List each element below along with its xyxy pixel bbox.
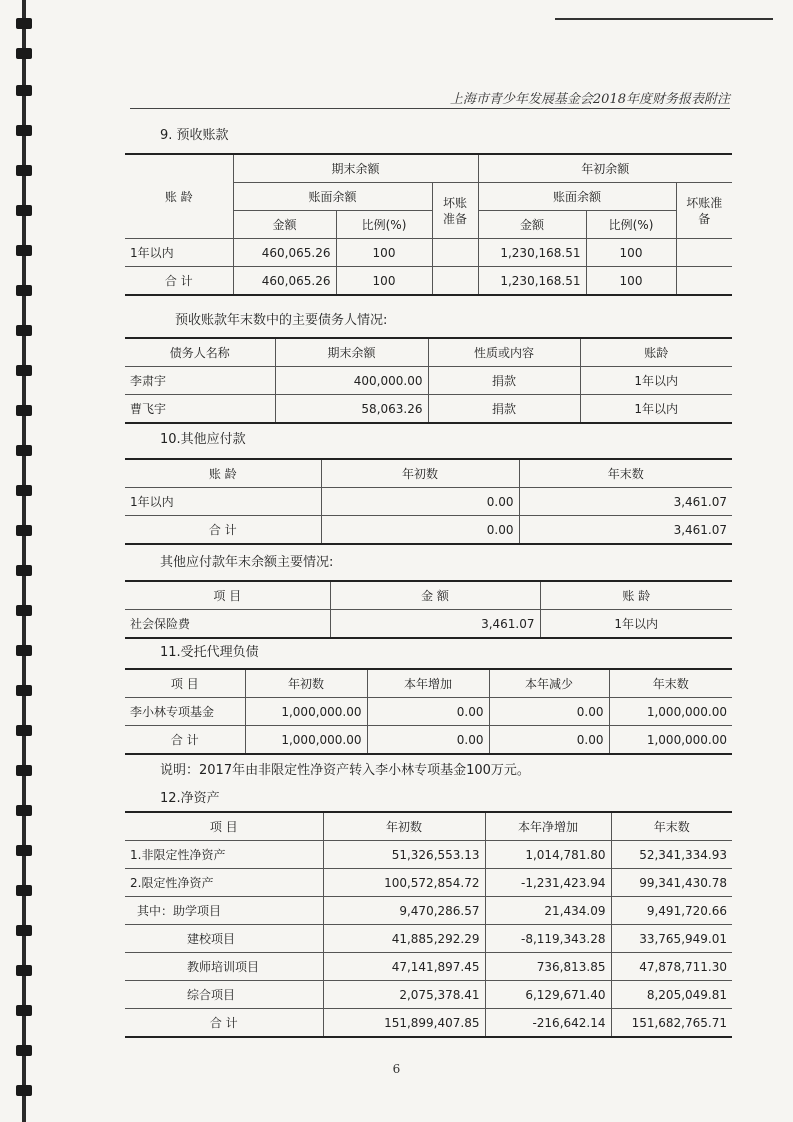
header-begin-balance: 年初余额 (478, 154, 732, 183)
cell-net-increase: 1,014,781.80 (485, 841, 611, 869)
binding-hole (16, 925, 32, 936)
table-row (125, 239, 732, 267)
binding-hole (16, 325, 32, 336)
cell-end-amount: 460,065.26 (233, 239, 336, 267)
binding-hole (16, 565, 32, 576)
section-12-title: 12.净资产 (160, 791, 220, 806)
cell-increase: 0.00 (367, 698, 489, 726)
cell-age: 1年以内 (125, 488, 321, 516)
header-age: 账 龄 (125, 154, 233, 239)
section-9-title: 9. 预收账款 (160, 128, 229, 143)
table-row (125, 516, 732, 545)
table-row (125, 897, 732, 925)
cell-begin-bad (676, 239, 732, 267)
header-amount-end: 金额 (233, 211, 336, 239)
cell-end-bad (432, 239, 478, 267)
cell-end: 1,000,000.00 (609, 698, 732, 726)
cell-item: 2.限定性净资产 (125, 869, 323, 897)
binding-hole (16, 205, 32, 216)
cell-item: 其中：助学项目 (125, 897, 323, 925)
cell-end: 52,341,334.93 (611, 841, 732, 869)
header-age: 账 龄 (125, 459, 321, 488)
cell-age: 合 计 (125, 516, 321, 545)
header-debtor: 债务人名称 (125, 338, 275, 367)
cell-age: 1年以内 (540, 610, 732, 639)
cell-begin-ratio: 100 (586, 239, 676, 267)
cell-amount: 58,063.26 (275, 395, 428, 424)
table-row (125, 869, 732, 897)
section-11-title: 11.受托代理负债 (160, 645, 259, 660)
cell-begin-amount: 1,230,168.51 (478, 239, 586, 267)
page-header: 上海市青少年发展基金会2018年度财务报表附注 (449, 92, 730, 107)
cell-end: 33,765,949.01 (611, 925, 732, 953)
cell-begin: 100,572,854.72 (323, 869, 485, 897)
other-payables-detail-table (125, 580, 732, 639)
cell-net-increase: -8,119,343.28 (485, 925, 611, 953)
cell-begin: 1,000,000.00 (245, 726, 367, 755)
header-rule (130, 108, 730, 109)
table-row (125, 488, 732, 516)
cell-nature: 捐款 (428, 367, 580, 395)
header-item: 项 目 (125, 812, 323, 841)
prepaid-aging-table (125, 153, 732, 296)
table-row (125, 267, 732, 296)
table-row (125, 610, 732, 639)
binding-hole (16, 765, 32, 776)
cell-net-increase: -216,642.14 (485, 1009, 611, 1038)
binding-hole (16, 1085, 32, 1096)
header-decrease: 本年减少 (489, 669, 609, 698)
binding-hole (16, 48, 32, 59)
header-net-increase: 本年净增加 (485, 812, 611, 841)
cell-nature: 捐款 (428, 395, 580, 424)
cell-item: 合 计 (125, 726, 245, 755)
cell-end: 151,682,765.71 (611, 1009, 732, 1038)
header-amount-begin: 金额 (478, 211, 586, 239)
table-row (125, 726, 732, 755)
table-row (125, 698, 732, 726)
table-row (125, 981, 732, 1009)
cell-end: 9,491,720.66 (611, 897, 732, 925)
binding-hole (16, 365, 32, 376)
header-nature: 性质或内容 (428, 338, 580, 367)
cell-begin: 47,141,897.45 (323, 953, 485, 981)
binding-hole (16, 725, 32, 736)
cell-end: 47,878,711.30 (611, 953, 732, 981)
other-payables-table (125, 458, 732, 545)
binding-hole (16, 1045, 32, 1056)
cell-age: 1年以内 (580, 395, 732, 424)
cell-net-increase: 6,129,671.40 (485, 981, 611, 1009)
table-row (125, 953, 732, 981)
section-9-subtitle: 预收账款年末数中的主要债务人情况: (175, 313, 388, 328)
table-row (125, 841, 732, 869)
cell-begin: 1,000,000.00 (245, 698, 367, 726)
section-10-subtitle: 其他应付款年末余额主要情况: (160, 555, 334, 570)
cell-begin: 9,470,286.57 (323, 897, 485, 925)
section-10-title: 10.其他应付款 (160, 432, 246, 447)
binding-hole (16, 445, 32, 456)
header-age: 账龄 (580, 338, 732, 367)
header-end: 年末数 (609, 669, 732, 698)
cell-item: 1.非限定性净资产 (125, 841, 323, 869)
cell-amount: 400,000.00 (275, 367, 428, 395)
header-item: 项 目 (125, 669, 245, 698)
binding-hole (16, 1005, 32, 1016)
binding-hole (16, 285, 32, 296)
cell-debtor: 李肃宇 (125, 367, 275, 395)
header-ratio-end: 比例(%) (336, 211, 432, 239)
binding-hole (16, 85, 32, 96)
cell-decrease: 0.00 (489, 698, 609, 726)
cell-net-increase: 21,434.09 (485, 897, 611, 925)
cell-begin-amount: 1,230,168.51 (478, 267, 586, 296)
scan-top-line (555, 18, 773, 20)
cell-begin: 151,899,407.85 (323, 1009, 485, 1038)
cell-end: 99,341,430.78 (611, 869, 732, 897)
binding-hole (16, 245, 32, 256)
header-age: 账 龄 (540, 581, 732, 610)
table-row (125, 1009, 732, 1038)
cell-item: 教师培训项目 (125, 953, 323, 981)
cell-increase: 0.00 (367, 726, 489, 755)
cell-debtor: 曹飞宇 (125, 395, 275, 424)
header-begin: 年初数 (323, 812, 485, 841)
binding-hole (16, 805, 32, 816)
header-increase: 本年增加 (367, 669, 489, 698)
main-debtors-table (125, 337, 732, 424)
binding-strip (0, 0, 40, 1122)
header-book-balance-end: 账面余额 (233, 183, 432, 211)
entrusted-liabilities-table (125, 668, 732, 755)
cell-begin: 0.00 (321, 516, 519, 545)
table-row (125, 367, 732, 395)
cell-net-increase: 736,813.85 (485, 953, 611, 981)
header-end: 年末数 (519, 459, 732, 488)
table-row (125, 395, 732, 424)
table-row (125, 925, 732, 953)
binding-hole (16, 645, 32, 656)
page-number: 6 (392, 1062, 401, 1076)
header-begin: 年初数 (245, 669, 367, 698)
binding-hole (16, 485, 32, 496)
header-book-balance-begin: 账面余额 (478, 183, 676, 211)
cell-item: 社会保险费 (125, 610, 330, 639)
binding-hole (16, 125, 32, 136)
cell-end: 3,461.07 (519, 488, 732, 516)
cell-end: 8,205,049.81 (611, 981, 732, 1009)
cell-net-increase: -1,231,423.94 (485, 869, 611, 897)
header-item: 项 目 (125, 581, 330, 610)
binding-hole (16, 885, 32, 896)
cell-begin-bad (676, 267, 732, 296)
binding-hole (16, 18, 32, 29)
header-amount: 金 额 (330, 581, 540, 610)
binding-hole (16, 605, 32, 616)
header-begin: 年初数 (321, 459, 519, 488)
header-bad-debt-begin: 坏账准备 (676, 183, 732, 239)
binding-hole (16, 525, 32, 536)
cell-end: 3,461.07 (519, 516, 732, 545)
cell-end-ratio: 100 (336, 239, 432, 267)
cell-item: 李小林专项基金 (125, 698, 245, 726)
header-ratio-begin: 比例(%) (586, 211, 676, 239)
binding-hole (16, 845, 32, 856)
binding-hole (16, 685, 32, 696)
cell-end-bad (432, 267, 478, 296)
header-end: 年末数 (611, 812, 732, 841)
cell-begin: 2,075,378.41 (323, 981, 485, 1009)
cell-decrease: 0.00 (489, 726, 609, 755)
cell-item: 综合项目 (125, 981, 323, 1009)
cell-begin: 0.00 (321, 488, 519, 516)
header-end-balance: 期末余额 (233, 154, 478, 183)
net-assets-table (125, 811, 732, 1038)
cell-age: 1年以内 (580, 367, 732, 395)
section-11-note: 说明：2017年由非限定性净资产转入李小林专项基金100万元。 (160, 763, 530, 778)
binding-hole (16, 405, 32, 416)
cell-end: 1,000,000.00 (609, 726, 732, 755)
header-bad-debt-end: 坏账准备 (432, 183, 478, 239)
binding-hole (16, 165, 32, 176)
cell-begin-ratio: 100 (586, 267, 676, 296)
cell-amount: 3,461.07 (330, 610, 540, 639)
cell-end-amount: 460,065.26 (233, 267, 336, 296)
cell-item: 建校项目 (125, 925, 323, 953)
cell-item: 合 计 (125, 1009, 323, 1038)
binding-hole (16, 965, 32, 976)
header-end-balance: 期末余额 (275, 338, 428, 367)
cell-end-ratio: 100 (336, 267, 432, 296)
cell-begin: 51,326,553.13 (323, 841, 485, 869)
cell-age: 1年以内 (125, 239, 233, 267)
cell-age: 合 计 (125, 267, 233, 296)
cell-begin: 41,885,292.29 (323, 925, 485, 953)
